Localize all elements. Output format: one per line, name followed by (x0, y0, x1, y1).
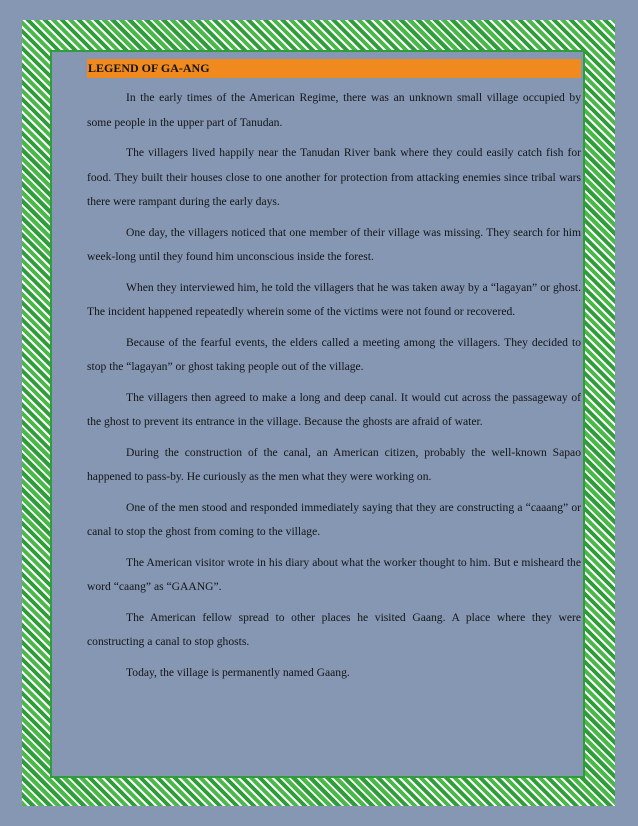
paragraph-10: The American fellow spread to other places he visited Gaang. A place where they were constructing a canal to stop ghosts. (87, 610, 581, 648)
paragraph-11: Today, the village is permanently named Gaang. (126, 665, 350, 679)
paragraph-3: One day, the villagers noticed that one member of their village was missing. They search for him week-long until they found him unconscious inside the forest. (87, 225, 581, 263)
paragraph-7: During the construction of the canal, an American citizen, probably the well-known Sapao happened to pass-by. He curiously as the men what they were working on. (87, 445, 581, 483)
document-title: LEGEND OF GA-ANG (87, 59, 581, 78)
document-body (87, 59, 581, 691)
paragraph-4: When they interviewed him, he told the villagers that he was taken away by a “lagayan” or ghost. The incident happened repeatedly wherein some of the victims were not found or recovered. (87, 280, 581, 318)
paragraph-2: The villagers lived happily near the Tanudan River bank where they could easily catch fish for food. They built their houses close to one another for protection from attacking enemies since tribal wars there were rampant during the early days. (87, 146, 581, 208)
paragraph-9: The American visitor wrote in his diary about what the worker thought to him. But e misheard the word “caang” as “GAANG”. (87, 555, 581, 593)
paragraph-5: Because of the fearful events, the elders called a meeting among the villagers. They decided to stop the “lagayan” or ghost taking people out of the village. (87, 335, 581, 373)
paragraph-1: In the early times of the American Regime, there was an unknown small village occupied by some people in the upper part of Tanudan. (87, 91, 581, 129)
paragraph-6: The villagers then agreed to make a long and deep canal. It would cut across the passageway of the ghost to prevent its entrance in the village. Because the ghosts are afraid of water. (87, 390, 581, 428)
paragraph-8: One of the men stood and responded immediately saying that they are constructing a “caaang” or canal to stop the ghost from coming to the village. (87, 500, 581, 538)
